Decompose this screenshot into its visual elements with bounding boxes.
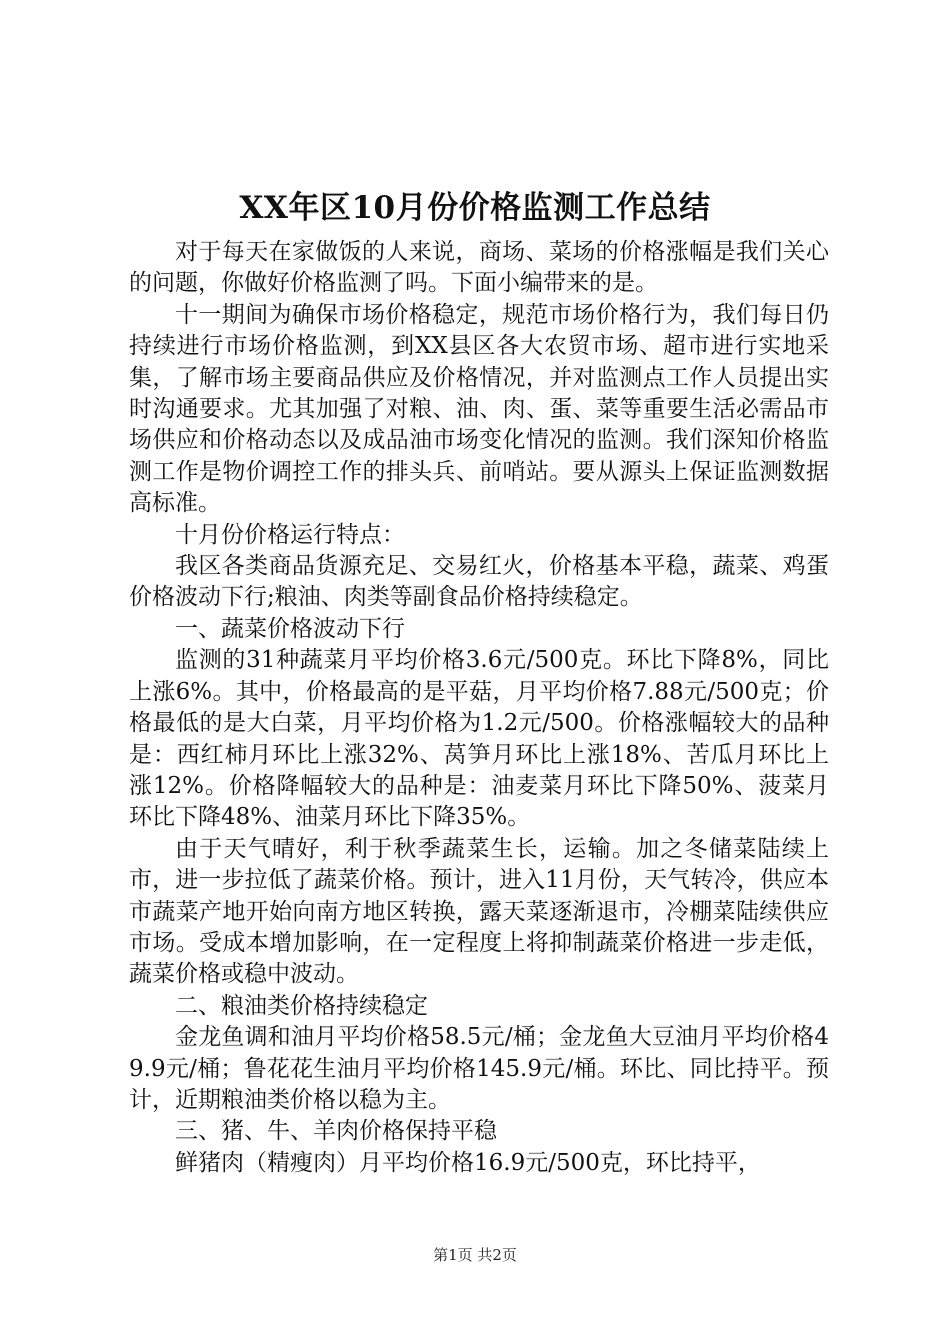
paragraph-holiday-monitoring: 十一期间为确保市场价格稳定，规范市场价格行为，我们每日仍持续进行市场价格监测，到XX县区各大农贸市场、超市进行实地采集，了解市场主要商品供应及价格情况，并对监测点工作人员提出实时沟通要求。尤其加强了对粮、油、肉、蛋、菜等重要生活必需品市场供应和价格动态以及成品油市场变化情况的监测。我们深知价格监测工作是物价调控工作的排头兵、前哨站。要从源头上保证监测数据高标准。 [129, 301, 829, 517]
section-heading-grain-oil: 二、粮油类价格持续稳定 [175, 992, 428, 1019]
section-heading-vegetables: 一、蔬菜价格波动下行 [175, 615, 405, 642]
paragraph-vegetable-prices: 监测的31种蔬菜月平均价格3.6元/500克。环比下降8%，同比上涨6%。其中，价格最高的是平菇，月平均价格7.88元/500克；价格最低的是大白菜，月平均价格为1.2元/500。价格涨幅较大的品种是：西红柿月环比上涨32%、莴笋月环比上涨18%、苦瓜月环比上涨12%。价格降幅较大的品种是：油麦菜月环比下降50%、菠菜月环比下降48%、油菜月环比下降35%。 [129, 647, 829, 831]
paragraph-intro: 对于每天在家做饭的人来说，商场、菜场的价格涨幅是我们关心的问题，你做好价格监测了吗。下面小编带来的是。 [129, 239, 829, 297]
paragraph-market-overview: 我区各类商品货源充足、交易红火，价格基本平稳，蔬菜、鸡蛋价格波动下行;粮油、肉类等副食品价格持续稳定。 [129, 553, 829, 611]
document-body [129, 237, 829, 1179]
paragraph-pork-prices: 鲜猪肉（精瘦肉）月平均价格16.9元/500克，环比持平， [175, 1149, 761, 1176]
paragraph-october-features-heading: 十月份价格运行特点： [175, 521, 405, 548]
section-heading-meat: 三、猪、牛、羊肉价格保持平稳 [175, 1118, 497, 1145]
paragraph-vegetable-outlook: 由于天气晴好，利于秋季蔬菜生长，运输。加之冬储菜陆续上市，进一步拉低了蔬菜价格。预计，进入11月份，天气转冷，供应本市蔬菜产地开始向南方地区转换，露天菜逐渐退市，冷棚菜陆续供应市场。受成本增加影响，在一定程度上将抑制蔬菜价格进一步走低，蔬菜价格或稳中波动。 [129, 835, 829, 988]
document-title: XX年区10月份价格监测工作总结 [239, 190, 711, 226]
page-number-footer: 第1页 共2页 [433, 1246, 517, 1264]
paragraph-grain-oil-prices: 金龙鱼调和油月平均价格58.5元/桶；金龙鱼大豆油月平均价格49.9元/桶；鲁花花生油月平均价格145.9元/桶。环比、同比持平。预计，近期粮油类价格以稳为主。 [129, 1024, 829, 1113]
